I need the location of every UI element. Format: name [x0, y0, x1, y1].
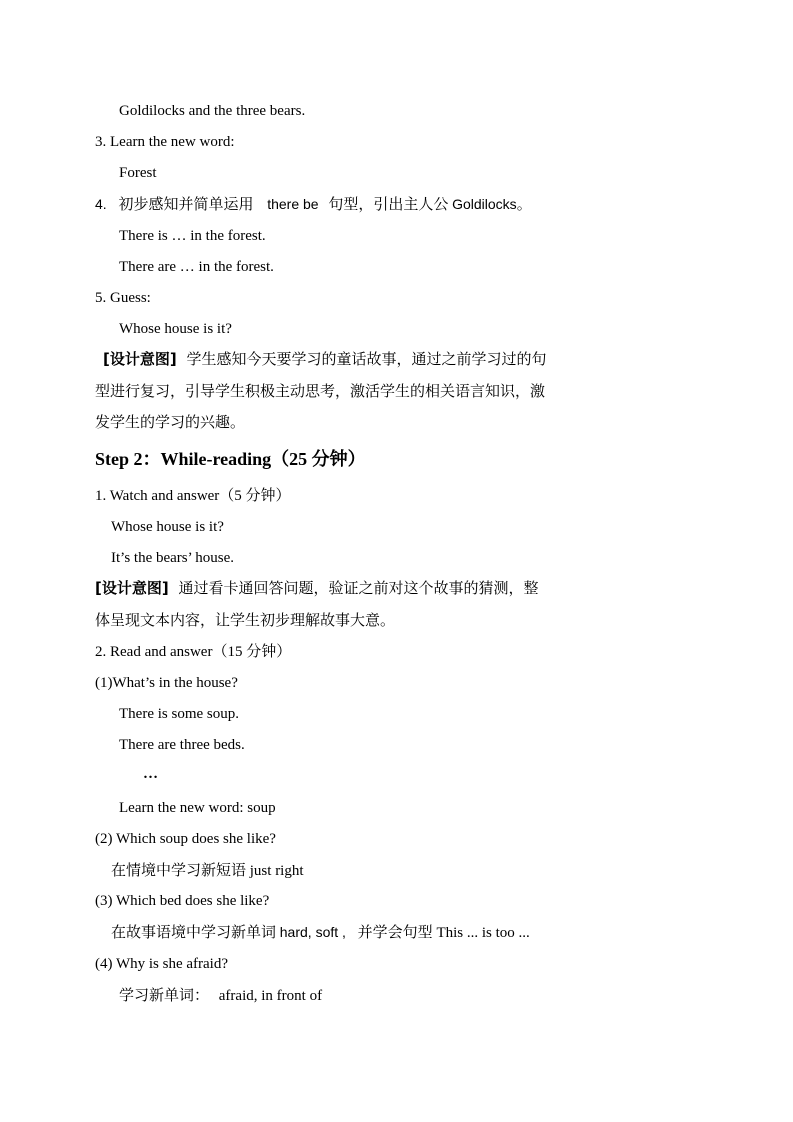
new-word-forest: Forest [119, 165, 157, 181]
item-4-line [95, 194, 532, 215]
item-5-heading: 5. Guess: [95, 290, 151, 306]
item-4-goldilocks: Goldilocks [452, 196, 517, 212]
design-intent-2-text: 通过看卡通回答问题，验证之前对这个故事的猜测，整 [178, 579, 539, 597]
new-words-afraid: afraid, in front of [218, 988, 323, 1004]
phrase-just-right-line [111, 860, 304, 881]
hard-soft-line [111, 922, 530, 943]
there-is-sentence: There is … in the forest. [119, 228, 266, 244]
watch-question: Whose house is it? [111, 519, 224, 535]
design-intent-1-text: 学生感知今天要学习的童话故事，通过之前学习过的句 [186, 350, 547, 368]
phrase-chinese: 在情境中学习新短语 [111, 861, 247, 879]
read-and-answer: 2. Read and answer（15 分钟） [95, 644, 292, 660]
question-2: (2) Which soup does she like? [95, 831, 276, 847]
design-intent-2-line-2: 体呈现文本内容，让学生初步理解故事大意。 [95, 611, 396, 629]
question-1: (1)What’s in the house? [95, 675, 238, 691]
new-words-afraid-line [119, 985, 322, 1006]
watch-answer: It’s the bears’ house. [111, 550, 235, 566]
item-4-there-be: there be [267, 196, 319, 212]
design-intent-label: [设计意图] [103, 350, 177, 368]
answer-beds: There are three beds. [119, 737, 245, 753]
design-intent-2-line [95, 578, 538, 599]
question-3: (3) Which bed does she like? [95, 893, 270, 909]
ellipsis: … [143, 766, 158, 782]
there-are-sentence: There are … in the forest. [119, 259, 274, 275]
item-3-heading: 3. Learn the new word: [95, 134, 235, 150]
story-title-line: Goldilocks and the three bears. [119, 103, 306, 119]
pattern-chinese: 并学会句型 [357, 923, 433, 941]
pattern-this-is-too: This ... is too ... [436, 925, 530, 941]
watch-and-answer: 1. Watch and answer（5 分钟） [95, 488, 291, 504]
item-4-chinese: 初步感知并简单运用 [118, 195, 254, 213]
hard-soft-words: hard, soft , [279, 924, 346, 940]
answer-soup: There is some soup. [119, 706, 239, 722]
design-intent-1-line [103, 349, 546, 370]
design-intent-label-2: [设计意图] [95, 579, 169, 597]
item-4-number: 4. [95, 196, 107, 212]
item-4-period: 。 [516, 195, 532, 213]
guess-question: Whose house is it? [119, 321, 232, 337]
new-words-chinese: 学习新单词： [119, 986, 210, 1004]
question-4: (4) Why is she afraid? [95, 956, 229, 972]
step-2-heading: Step 2：While-reading（25 分钟） [95, 449, 366, 469]
hard-soft-chinese: 在故事语境中学习新单词 [111, 923, 277, 941]
design-intent-1-line-2: 型进行复习，引导学生积极主动思考，激活学生的相关语言知识，激 [95, 382, 546, 400]
item-4-chinese-2: 句型，引出主人公 [328, 195, 449, 213]
design-intent-1-line-3: 发学生的学习的兴趣。 [95, 413, 246, 431]
phrase-just-right: just right [249, 863, 304, 879]
new-word-soup: Learn the new word: soup [119, 800, 276, 816]
